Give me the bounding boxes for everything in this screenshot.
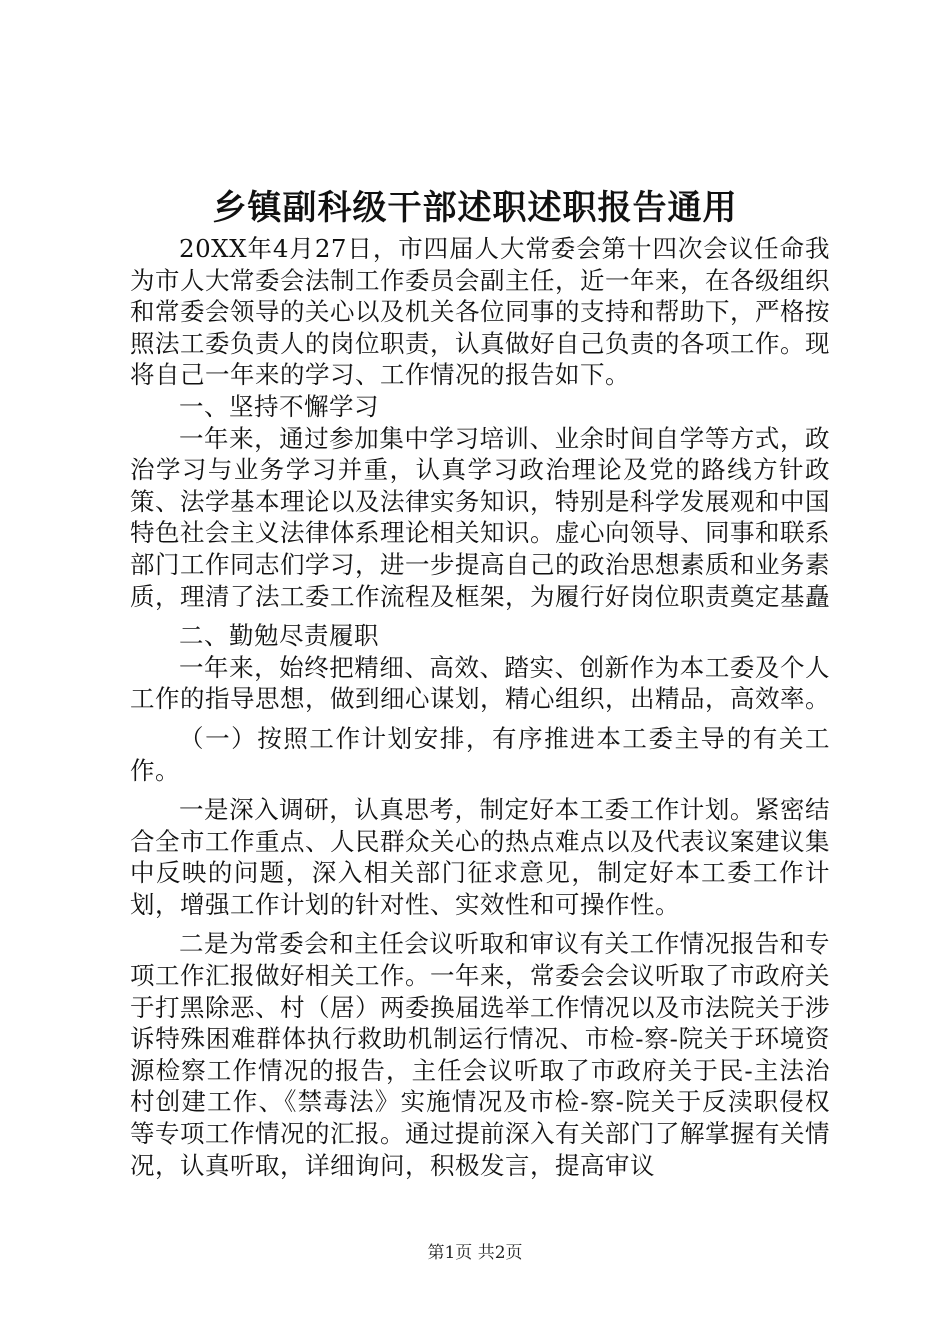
section-heading-study: 一、坚持不懈学习 — [179, 391, 379, 421]
document-title: 乡镇副科级干部述职述职报告通用 — [212, 188, 738, 228]
document-body — [130, 233, 830, 1181]
page-number-footer: 第1页 共2页 — [427, 1243, 523, 1263]
intro-paragraph: 20XX年4月27日，市四届人大常委会第十四次会议任命我为市人大常委会法制工作委员会副主任，近一年来，在各级组织和常委会领导的关心以及机关各位同事的支持和帮助下，严格按照法工委负责人的岗位职责，认真做好自己负责的各项工作。现将自己一年来的学习、工作情况的报告如下。 — [130, 234, 830, 390]
section-heading-duty: 二、勤勉尽责履职 — [179, 621, 379, 651]
study-paragraph: 一年来，通过参加集中学习培训、业余时间自学等方式，政治学习与业务学习并重，认真学习政治理论及党的路线方针政策、法学基本理论以及法律实务知识，特别是科学发展观和中国特色社会主义法律体系理论相关知识。虚心向领导、同事和联系部门工作同志们学习，进一步提高自己的政治思想素质和业务素质，理清了法工委工作流程及框架，为履行好岗位职责奠定基矗 — [130, 423, 830, 611]
subsection-heading-plan: （一）按照工作计划安排，有序推进本工委主导的有关工作。 — [130, 723, 830, 785]
plan-paragraph-one: 一是深入调研，认真思考，制定好本工委工作计划。紧密结合全市工作重点、人民群众关心的热点难点以及代表议案建议集中反映的问题，深入相关部门征求意见，制定好本工委工作计划，增强工作计划的针对性、实效性和可操作性。 — [130, 795, 830, 919]
duty-paragraph: 一年来，始终把精细、高效、踏实、创新作为本工委及个人工作的指导思想，做到细心谋划，精心组织，出精品，高效率。 — [130, 652, 830, 714]
plan-paragraph-two: 二是为常委会和主任会议听取和审议有关工作情况报告和专项工作汇报做好相关工作。一年来，常委会会议听取了市政府关于打黑除恶、村（居）两委换届选举工作情况以及市法院关于涉诉特殊困难群体执行救助机制运行情况、市检-察-院关于环境资源检察工作情况的报告，主任会议听取了市政府关于民-主法治村创建工作、《禁毒法》实施情况及市检-察-院关于反渎职侵权等专项工作情况的汇报。通过提前深入有关部门了解掌握有关情况，认真听取，详细询问，积极发言，提高审议 — [130, 929, 830, 1180]
